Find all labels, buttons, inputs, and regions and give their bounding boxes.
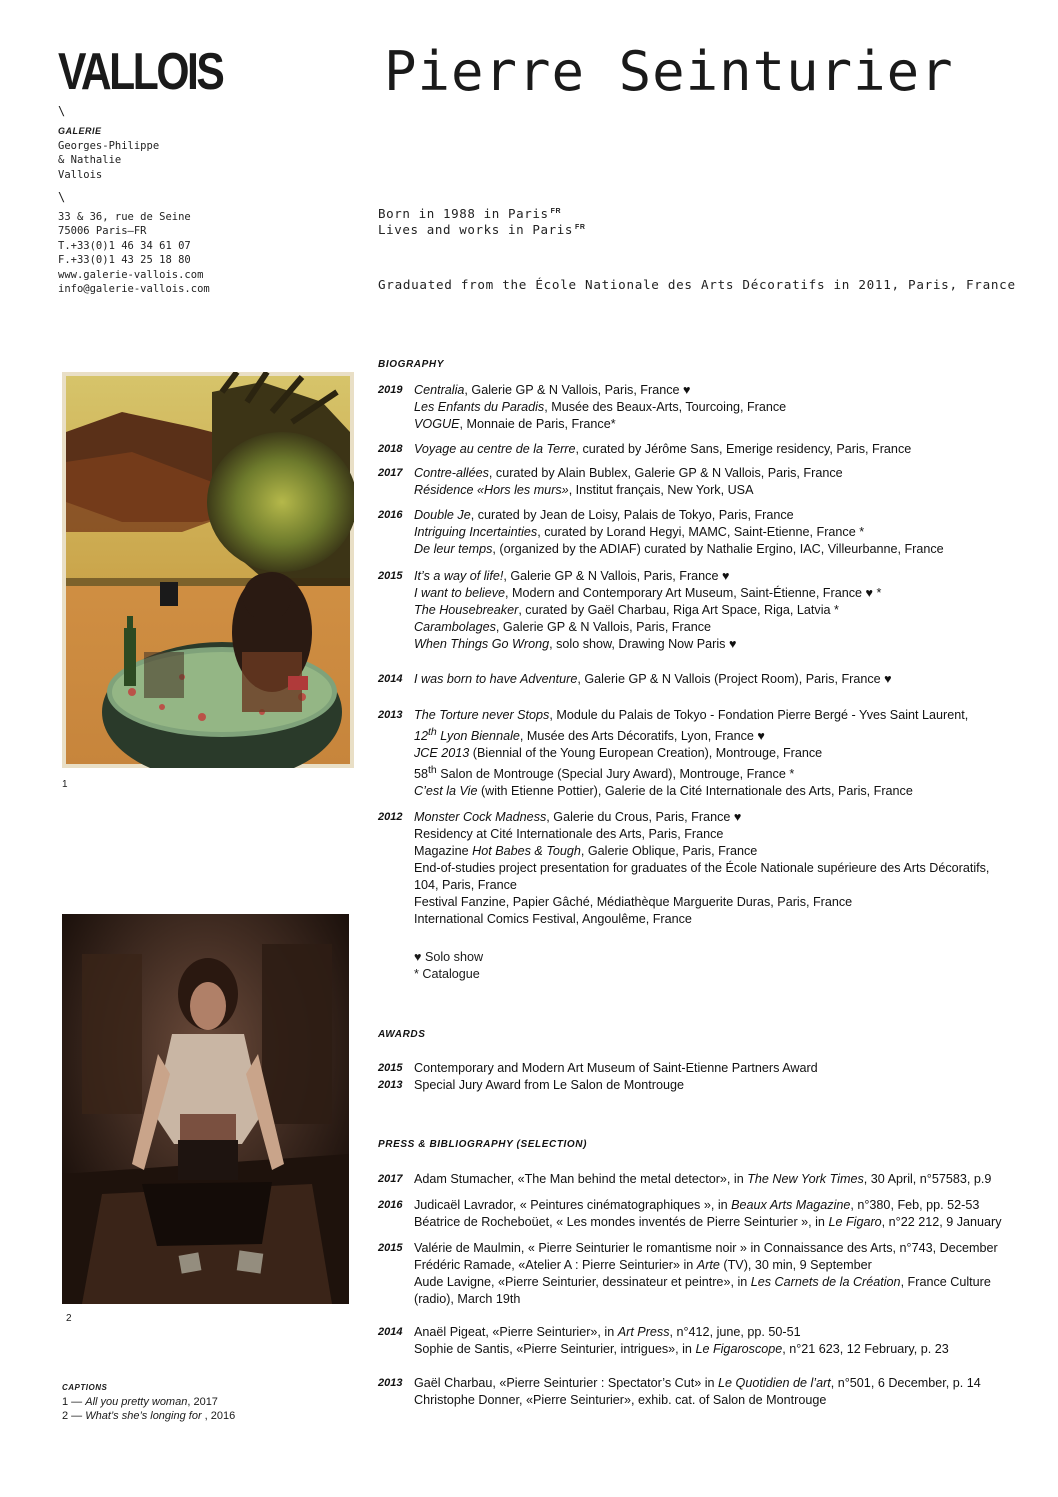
entry-line: Anaël Pigeat, «Pierre Seinturier», in Art Press, n°412, june, pp. 50-51 [414,1325,801,1339]
entry-line: JCE 2013 (Biennial of the Young European Creation), Montrouge, France [414,746,823,761]
biography-heading: BIOGRAPHY [378,359,444,370]
entry-line: Frédéric Ramade, «Atelier A : Pierre Seinturier» in Arte (TV), 30 min, 9 September [414,1258,872,1272]
entry-year: 2016 [378,1199,403,1211]
divider-slash: \ [58,104,66,118]
artist-name: Pierre Seinturier [384,40,954,103]
caption-item: 1 — All you pretty woman, 2017 [62,1396,218,1408]
entry-line: Voyage au centre de la Terre, curated by Jérôme Sans, Emerige residency, Paris, France [414,442,912,456]
painting-desert-woman-table [62,372,354,768]
entry-line: Judicaël Lavrador, « Peintures cinématographiques », in Beaux Arts Magazine, n°380, Feb, pp. 52-53 [414,1198,980,1212]
press-heading: PRESS & BIBLIOGRAPHY (SELECTION) [378,1139,588,1150]
entry-year: 2015 [378,1062,403,1074]
entry-year: 2016 [378,509,403,521]
entry-line: Intriguing Incertainties, curated by Lorand Hegyi, MAMC, Saint-Etienne, France * [414,525,865,539]
entry-lines [414,568,1054,653]
entry-line: 104, Paris, France [414,878,517,892]
email-link[interactable]: info@galerie-vallois.com [58,283,210,296]
entry-year: 2013 [378,1079,403,1091]
entry-line: Les Enfants du Paradis, Musée des Beaux-Arts, Tourcoing, France [414,400,787,414]
entry-line: Residency at Cité Internationale des Arts, Paris, France [414,827,724,841]
entry-year: 2018 [378,443,403,455]
caption-item: 2 — What’s she’s longing for , 2016 [62,1410,236,1422]
entry-lines [414,441,1054,458]
entry-lines [414,1060,1054,1077]
entry-lines [414,1375,1054,1409]
entry-lines [414,1324,1054,1358]
entry-line: Aude Lavigne, «Pierre Seinturier, dessinateur et peintre», in Les Carnets de la Création, France Culture [414,1275,991,1289]
entry-line: (radio), March 19th [414,1292,521,1306]
entry-line: Valérie de Maulmin, « Pierre Seinturier le romantisme noir » in Connaissance des Arts, n°743, December [414,1241,998,1255]
entry-line: De leur temps, (organized by the ADIAF) curated by Nathalie Ergino, IAC, Villeurbanne, France [414,542,944,556]
entry-line: 58th Salon de Montrouge (Special Jury Award), Montrouge, France * [414,764,795,782]
entry-line: Gaël Charbau, «Pierre Seinturier : Spectator’s Cut» in Le Quotidien de l’art, n°501, 6 December, p. 14 [414,1376,981,1390]
gallery-owners [58,139,159,182]
entry-year: 2017 [378,1173,403,1185]
lives-text: Lives and works in Paris [378,222,574,238]
entry-line: Centralia, Galerie GP & N Vallois, Paris, France ♥ [414,383,691,397]
entry-year: 2013 [378,709,403,721]
entry-lines [414,382,1054,433]
country-tag: FR [575,224,586,231]
entry-line: It’s a way of life!, Galerie GP & N Vallois, Paris, France ♥ [414,569,730,583]
entry-line: Festival Fanzine, Papier Gâché, Médiathèque Marguerite Duras, Paris, France [414,895,853,909]
entry-line: Contre-allées, curated by Alain Bublex, Galerie GP & N Vallois, Paris, France [414,466,843,480]
phone-line: T.+33(0)1 46 34 61 07 [58,239,191,252]
entry-line: Carambolages, Galerie GP & N Vallois, Paris, France [414,620,712,634]
entry-line: Contemporary and Modern Art Museum of Saint-Etienne Partners Award [414,1061,818,1075]
divider-slash: \ [58,190,66,204]
captions-list [62,1395,235,1423]
entry-line: Monster Cock Madness, Galerie du Crous, Paris, France ♥ [414,810,742,824]
entry-line: Double Je, curated by Jean de Loisy, Palais de Tokyo, Paris, France [414,508,794,522]
entry-line: 12th Lyon Biennale, Musée des Arts Décoratifs, Lyon, France ♥ [414,726,765,744]
website-link[interactable]: www.galerie-vallois.com [58,268,204,281]
born-text: Born in 1988 in Paris [378,206,549,222]
entry-line: Christophe Donner, «Pierre Seinturier», exhib. cat. of Salon de Montrouge [414,1393,827,1407]
entry-lines [414,1077,1054,1094]
lives-line [378,220,586,238]
entry-line: Béatrice de Rocheboüet, « Les mondes inventés de Pierre Seinturier », in Le Figaro, n°22 212, 9 January [414,1215,1002,1229]
gallery-line: & Nathalie [58,154,122,167]
address-line: 75006 Paris—FR [58,225,147,238]
entry-lines [414,671,1054,688]
fax-line: F.+33(0)1 43 25 18 80 [58,254,191,267]
entry-line: Magazine Hot Babes & Tough, Galerie Oblique, Paris, France [414,844,758,858]
entry-line: C’est la Vie (with Etienne Pottier), Galerie de la Cité Internationale des Arts, Paris, France [414,784,913,799]
entry-year: 2015 [378,570,403,582]
image-number: 2 [66,1313,72,1324]
painting-1-art [62,372,354,768]
entry-lines [414,465,1054,499]
entry-line: Special Jury Award from Le Salon de Montrouge [414,1078,684,1092]
legend-catalogue: * Catalogue [414,967,480,981]
entry-lines [414,1197,1054,1231]
entry-line: International Comics Festival, Angoulême, France [414,912,692,926]
entry-year: 2015 [378,1242,403,1254]
entry-line: VOGUE, Monnaie de Paris, France* [414,417,616,431]
gallery-line: Georges-Philippe [58,140,160,152]
gallery-address [58,210,210,296]
entry-lines [414,507,1054,558]
entry-year: 2014 [378,673,403,685]
entry-year: 2014 [378,1326,403,1338]
entry-line: I want to believe, Modern and Contemporary Art Museum, Saint-Étienne, France ♥ * [414,586,882,600]
entry-year: 2017 [378,467,403,479]
awards-heading: AWARDS [378,1029,426,1040]
entry-line: The Torture never Stops, Module du Palais de Tokyo - Fondation Pierre Bergé - Yves Saint Laurent, [414,708,969,722]
entry-year: 2019 [378,384,403,396]
entry-line: I was born to have Adventure, Galerie GP & N Vallois (Project Room), Paris, France ♥ [414,672,892,686]
entry-year: 2012 [378,811,403,823]
country-tag: FR [550,208,562,215]
entry-line: Sophie de Santis, «Pierre Seinturier, intrigues», in Le Figaroscope, n°21 623, 12 February, p. 23 [414,1342,949,1356]
gallery-line: Vallois [58,168,103,181]
graduated-line: Graduated from the École Nationale des Arts Décoratifs in 2011, Paris, France [378,277,1016,292]
gallery-label: GALERIE [58,126,102,136]
entry-line: Adam Stumacher, «The Man behind the metal detector», in The New York Times, 30 April, n°57583, p.9 [414,1172,992,1186]
entry-lines [414,809,1054,928]
entry-year: 2013 [378,1377,403,1389]
address-line: 33 & 36, rue de Seine [58,211,191,223]
gallery-logo: VALLOIS [58,43,223,101]
painting-woman-in-dark-room [62,914,349,1304]
entry-lines [414,1240,1054,1308]
entry-lines [414,1171,1054,1188]
legend [414,949,483,983]
entry-lines [414,707,1054,800]
entry-line: Résidence «Hors les murs», Institut français, New York, USA [414,483,754,497]
captions-heading: CAPTIONS [62,1383,108,1392]
entry-line: When Things Go Wrong, solo show, Drawing Now Paris ♥ [414,637,737,651]
legend-solo-show: ♥ Solo show [414,950,484,964]
entry-line: End-of-studies project presentation for graduates of the École Nationale supérieure des Arts Décoratifs, [414,861,990,875]
image-number: 1 [62,779,68,790]
painting-2-art [62,914,349,1304]
entry-line: The Housebreaker, curated by Gaël Charbau, Riga Art Space, Riga, Latvia * [414,603,839,617]
